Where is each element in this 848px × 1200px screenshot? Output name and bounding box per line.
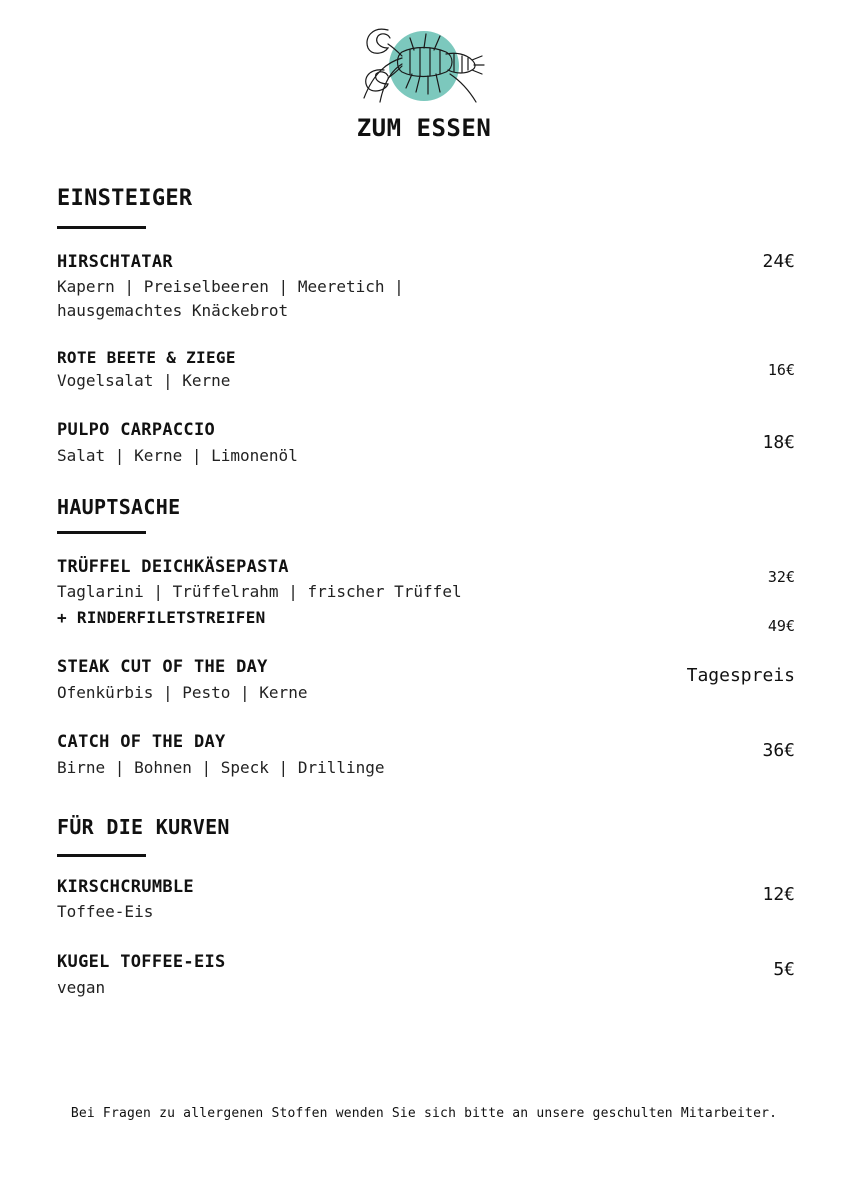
section-title-hauptsache: HAUPTSACHE <box>57 495 181 519</box>
section-divider <box>57 226 146 229</box>
section-title-fuer-die-kurven: FÜR DIE KURVEN <box>57 815 230 839</box>
menu-item-name: TRÜFFEL DEICHKÄSEPASTA <box>57 557 289 577</box>
menu-item-name: CATCH OF THE DAY <box>57 732 226 752</box>
section-divider <box>57 854 146 857</box>
menu-item-name: STEAK CUT OF THE DAY <box>57 657 268 677</box>
menu-item-price: 16€ <box>767 361 795 379</box>
page-title: ZUM ESSEN <box>356 114 492 142</box>
menu-item-name: KUGEL TOFFEE-EIS <box>57 952 226 972</box>
menu-item-description: Ofenkürbis | Pesto | Kerne <box>57 683 308 702</box>
menu-item-description: Taglarini | Trüffelrahm | frischer Trüffel <box>57 582 462 601</box>
menu-item-name: PULPO CARPACCIO <box>57 420 216 440</box>
menu-item-price: 24€ <box>762 251 795 272</box>
menu-item-price: 36€ <box>762 740 795 761</box>
menu-item-price: 12€ <box>762 884 795 905</box>
menu-item-description: vegan <box>57 978 106 997</box>
menu-item-description: Salat | Kerne | Limonenöl <box>57 446 298 465</box>
menu-item-description: Toffee-Eis <box>57 902 154 921</box>
menu-item-addon: + RINDERFILETSTREIFEN <box>57 608 266 627</box>
menu-item-description: Birne | Bohnen | Speck | Drillinge <box>57 758 385 777</box>
section-title-einsteiger: EINSTEIGER <box>57 186 193 211</box>
menu-item-name: HIRSCHTATAR <box>57 252 173 272</box>
menu-item-description: Kapern | Preiselbeeren | Meeretich | <box>57 277 404 296</box>
section-divider <box>57 531 146 534</box>
menu-item-price: 5€ <box>773 959 795 980</box>
menu-item-description: Vogelsalat | Kerne <box>57 371 231 390</box>
menu-item-name: KIRSCHCRUMBLE <box>57 877 194 897</box>
lobster-icon <box>358 22 488 108</box>
allergen-note: Bei Fragen zu allergenen Stoffen wenden Sie sich bitte an unsere geschulten Mitarbeiter. <box>70 1106 778 1121</box>
menu-item-price: 18€ <box>762 432 795 453</box>
menu-item-description: hausgemachtes Knäckebrot <box>57 301 289 320</box>
menu-item-name: ROTE BEETE & ZIEGE <box>57 348 236 367</box>
menu-item-addon-price: 49€ <box>767 617 795 635</box>
menu-item-price: 32€ <box>767 568 795 586</box>
menu-item-price: Tagespreis <box>686 665 795 686</box>
